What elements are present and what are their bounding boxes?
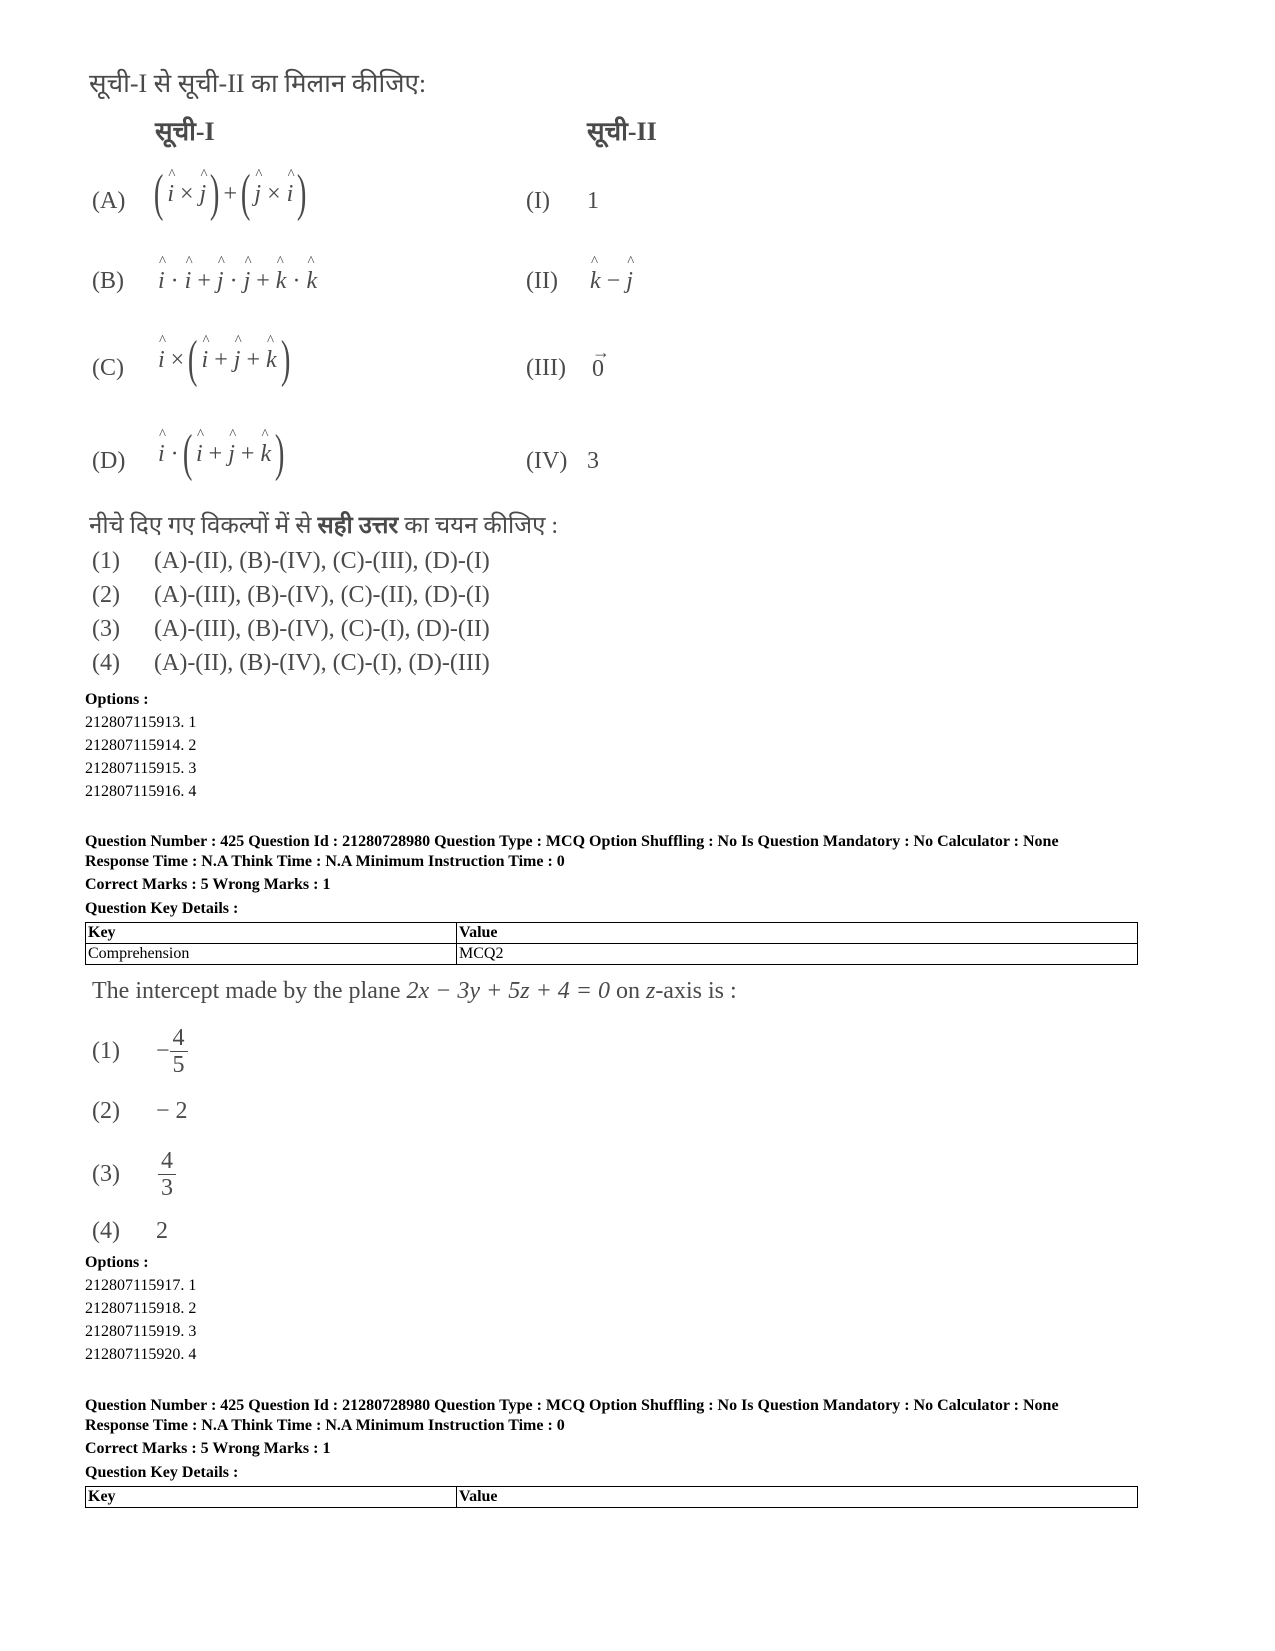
zero-vector: → 0: [592, 342, 610, 382]
row-iv-value: 3: [587, 448, 599, 474]
table-header-row: [86, 1487, 1138, 1508]
option-item: 212807115915. 3: [85, 760, 197, 777]
row-a-expression: (^ i × ^ j)+(^ j × ^ i): [150, 168, 311, 220]
row-i-label: (I): [526, 188, 550, 214]
list1-heading: सूची-I: [155, 117, 215, 146]
row-a-label: (A): [92, 188, 126, 214]
table-cell-key: Comprehension: [86, 944, 457, 965]
q1-instruction: नीचे दिए गए विकल्पों में से सही उत्तर का चयन कीजिए :: [89, 513, 559, 539]
q2-stem: The intercept made by the plane 2x − 3y + 5z + 4 = 0 on z-axis is :: [92, 978, 737, 1004]
q2-choice-2: (2) − 2: [92, 1098, 188, 1124]
table-header-value: Value: [457, 1487, 1138, 1508]
table-cell-value: MCQ2: [457, 944, 1138, 965]
q2-choice-4: (4) 2: [92, 1218, 168, 1244]
table-header-value: Value: [457, 923, 1138, 944]
q2-choice-3: (3) $\frac{4}{3}$: [92, 1148, 176, 1201]
row-i-value: 1: [587, 188, 599, 214]
options-label: Options :: [85, 691, 149, 708]
row-ii-label: (II): [526, 268, 558, 294]
table-header-key: Key: [86, 923, 457, 944]
option-item: 212807115920. 4: [85, 1346, 197, 1363]
meta2-key-details: Question Key Details :: [85, 1464, 239, 1481]
row-iv-label: (IV): [526, 448, 568, 474]
option-item: 212807115918. 2: [85, 1300, 197, 1317]
meta1-key-details: Question Key Details :: [85, 900, 239, 917]
meta2-line1: Question Number : 425 Question Id : 21280728980 Question Type : MCQ Option Shuffling : No Is Question Mandatory : No Calculator : None: [85, 1397, 1059, 1414]
table-row: [86, 944, 1138, 965]
row-d-expression: ^ i ·(^ i + ^ j + ^ k): [158, 428, 288, 480]
option-item: 212807115919. 3: [85, 1323, 197, 1340]
key-value-table: [85, 922, 1138, 965]
q2-options: [85, 1251, 196, 1366]
meta1-marks: Correct Marks : 5 Wrong Marks : 1: [85, 876, 331, 893]
choice-item: (3) (A)-(III), (B)-(IV), (C)-(I), (D)-(II): [92, 616, 490, 642]
choice-item: (1) (A)-(II), (B)-(IV), (C)-(III), (D)-(I): [92, 548, 490, 574]
list2-heading: सूची-II: [587, 117, 657, 146]
choice-item: (4) (A)-(II), (B)-(IV), (C)-(I), (D)-(III): [92, 650, 490, 676]
option-item: 212807115913. 1: [85, 714, 197, 731]
option-item: 212807115916. 4: [85, 783, 197, 800]
q2-choice-1: (1) − $\frac{4}{5}$: [92, 1025, 188, 1078]
option-item: 212807115914. 2: [85, 737, 197, 754]
table-header-row: [86, 923, 1138, 944]
meta1-line2: Response Time : N.A Think Time : N.A Minimum Instruction Time : 0: [85, 853, 565, 870]
q1-options: [85, 688, 196, 803]
meta2-marks: Correct Marks : 5 Wrong Marks : 1: [85, 1440, 331, 1457]
key-value-table-2: [85, 1486, 1138, 1508]
row-b-label: (B): [92, 268, 124, 294]
q1-choices: [92, 548, 490, 684]
meta1-line1: Question Number : 425 Question Id : 21280728980 Question Type : MCQ Option Shuffling : No Is Question Mandatory : No Calculator : None: [85, 833, 1059, 850]
options-label: Options :: [85, 1254, 149, 1271]
row-c-label: (C): [92, 355, 124, 381]
row-ii-value: ^ k − ^ j: [590, 268, 633, 295]
row-d-label: (D): [92, 448, 126, 474]
option-item: 212807115917. 1: [85, 1277, 197, 1294]
plane-equation: 2x − 3y + 5z + 4 = 0: [406, 978, 610, 1004]
meta2-line2: Response Time : N.A Think Time : N.A Minimum Instruction Time : 0: [85, 1417, 565, 1434]
table-header-key: Key: [86, 1487, 457, 1508]
row-iii-label: (III): [526, 355, 566, 381]
choice-item: (2) (A)-(III), (B)-(IV), (C)-(II), (D)-(I): [92, 582, 490, 608]
row-c-expression: ^ i ×(^ i + ^ j + ^ k): [158, 334, 294, 386]
meta1-block: [85, 832, 1185, 919]
meta2-block: [85, 1396, 1185, 1483]
row-b-expression: ^ i · ^ i + ^ j · ^ j + ^ k · ^ k: [158, 268, 317, 295]
q1-title: सूची-I से सूची-II का मिलान कीजिए:: [89, 69, 427, 98]
